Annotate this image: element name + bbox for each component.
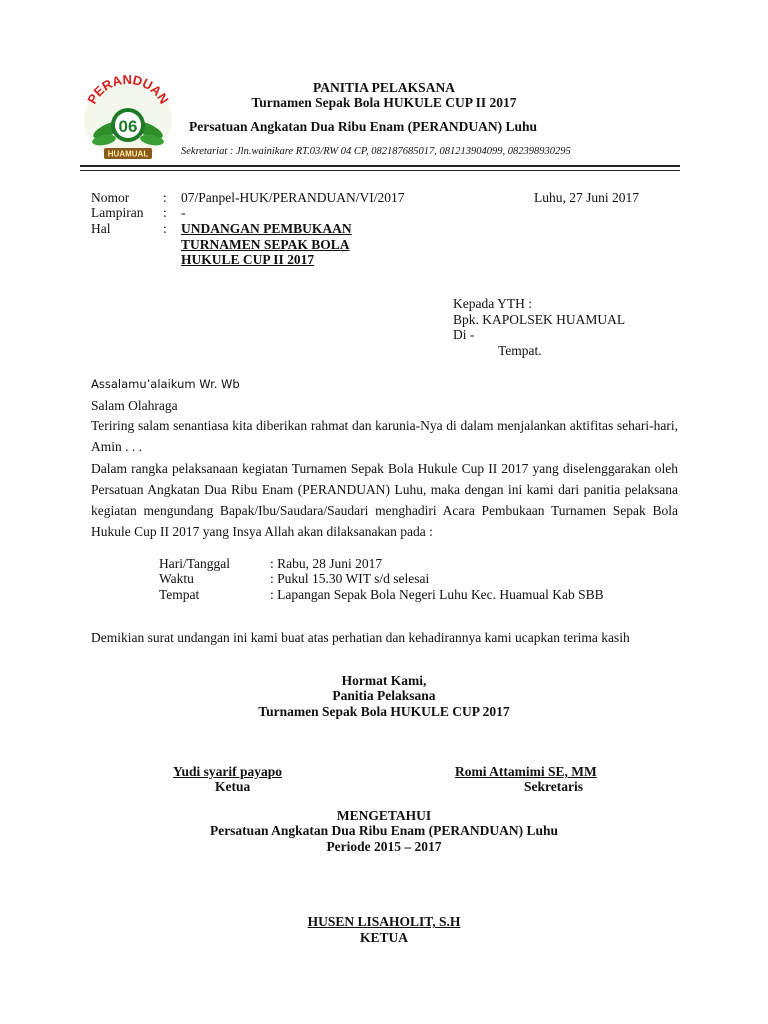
signatory-left-name: Yudi syarif payapo (173, 764, 283, 779)
organization-heading: Persatuan Angkatan Dua Ribu Enam (PERANDUAN) Luhu (189, 119, 538, 134)
event-day-label: Hari/Tanggal (159, 556, 231, 571)
event-time-value: : Pukul 15.30 WIT s/d selesai (270, 571, 430, 586)
signatory-right-title: Sekretaris (524, 779, 583, 794)
peranduan-logo (78, 70, 178, 165)
recipient-line-2: Bpk. KAPOLSEK HUAMUAL (453, 312, 626, 327)
secretariat-line: Sekretariat : Jln.wainikare RT.03/RW 04 CP, 082187685017, 081213904099, 082398930295 (181, 146, 571, 157)
event-place-value: : Lapangan Sepak Bola Negeri Luhu Kec. Huamual Kab SBB (270, 587, 604, 602)
signoff-line-3: Turnamen Sepak Bola HUKULE CUP 2017 (258, 704, 510, 719)
paragraph-2: Dalam rangka pelaksanaan kegiatan Turnamen Sepak Bola Hukule Cup II 2017 yang diselenggarakan oleh Persatuan Angkatan Dua Ribu Enam (PERANDUAN) Luhu, maka dengan ini kami dari panitia pelaksana kegiatan mengundang Bapak/Ibu/Saudara/Saudari menghadiri Acara Pembukaan Turnamen Sepak Bola Hukule Cup II 2017 yang Insya Allah akan dilaksanakan pada : (91, 461, 678, 539)
signoff-line-2: Panitia Pelaksana (332, 688, 436, 703)
nomor-label: Nomor (91, 190, 130, 205)
hal-line-2: TURNAMEN SEPAK BOLA (181, 237, 350, 252)
letterhead-rule-thick (80, 165, 680, 167)
signoff-line-1: Hormat Kami, (341, 673, 427, 688)
recipient-line-4: Tempat. (498, 343, 542, 358)
lampiran-colon: : (163, 205, 167, 220)
hal-line-3: HUKULE CUP II 2017 (181, 252, 315, 267)
acknowledgement-organization: Persatuan Angkatan Dua Ribu Enam (PERANDUAN) Luhu (209, 823, 559, 838)
acknowledgement-period: Periode 2015 – 2017 (326, 839, 442, 854)
event-day-value: : Rabu, 28 Juni 2017 (270, 556, 383, 571)
closing-sentence: Demikian surat undangan ini kami buat atas perhatian dan kehadirannya kami ucapkan terima kasih (91, 630, 630, 645)
hal-colon: : (163, 221, 167, 236)
acknowledgement-heading: MENGETAHUI (336, 808, 432, 823)
hal-label: Hal (91, 221, 111, 236)
salutation: Salam Olahraga (91, 398, 178, 413)
letterhead-rule-thin (80, 170, 680, 171)
signatory-right-name: Romi Attamimi SE, MM (455, 764, 597, 779)
chairman-title: KETUA (359, 930, 408, 945)
lampiran-label: Lampiran (91, 205, 144, 220)
nomor-value: 07/Panpel-HUK/PERANDUAN/VI/2017 (181, 190, 405, 205)
lampiran-value: - (181, 205, 186, 220)
greeting: Assalamu’alaikum Wr. Wb (91, 377, 240, 391)
event-time-label: Waktu (159, 571, 194, 586)
recipient-line-1: Kepada YTH : (453, 296, 532, 311)
tournament-heading: Turnamen Sepak Bola HUKULE CUP II 2017 (251, 95, 517, 110)
signatory-left-title: Ketua (215, 779, 251, 794)
logo-number: 06 (118, 117, 138, 136)
nomor-colon: : (163, 190, 167, 205)
committee-heading: PANITIA PELAKSANA (313, 80, 455, 95)
letter-date: Luhu, 27 Juni 2017 (534, 190, 640, 205)
event-place-label: Tempat (159, 587, 200, 602)
chairman-name: HUSEN LISAHOLIT, S.H (307, 914, 461, 929)
logo-text-top: PERANDUAN (84, 71, 172, 107)
paragraph-1: Teriring salam senantiasa kita diberikan rahmat dan karunia-Nya di dalam menjalankan aktifitas sehari-hari, Amin . . . (91, 418, 678, 454)
hal-line-1: UNDANGAN PEMBUKAAN (181, 221, 352, 236)
logo-text-bottom: HUAMUAL (107, 149, 149, 159)
recipient-line-3: Di - (453, 327, 475, 342)
